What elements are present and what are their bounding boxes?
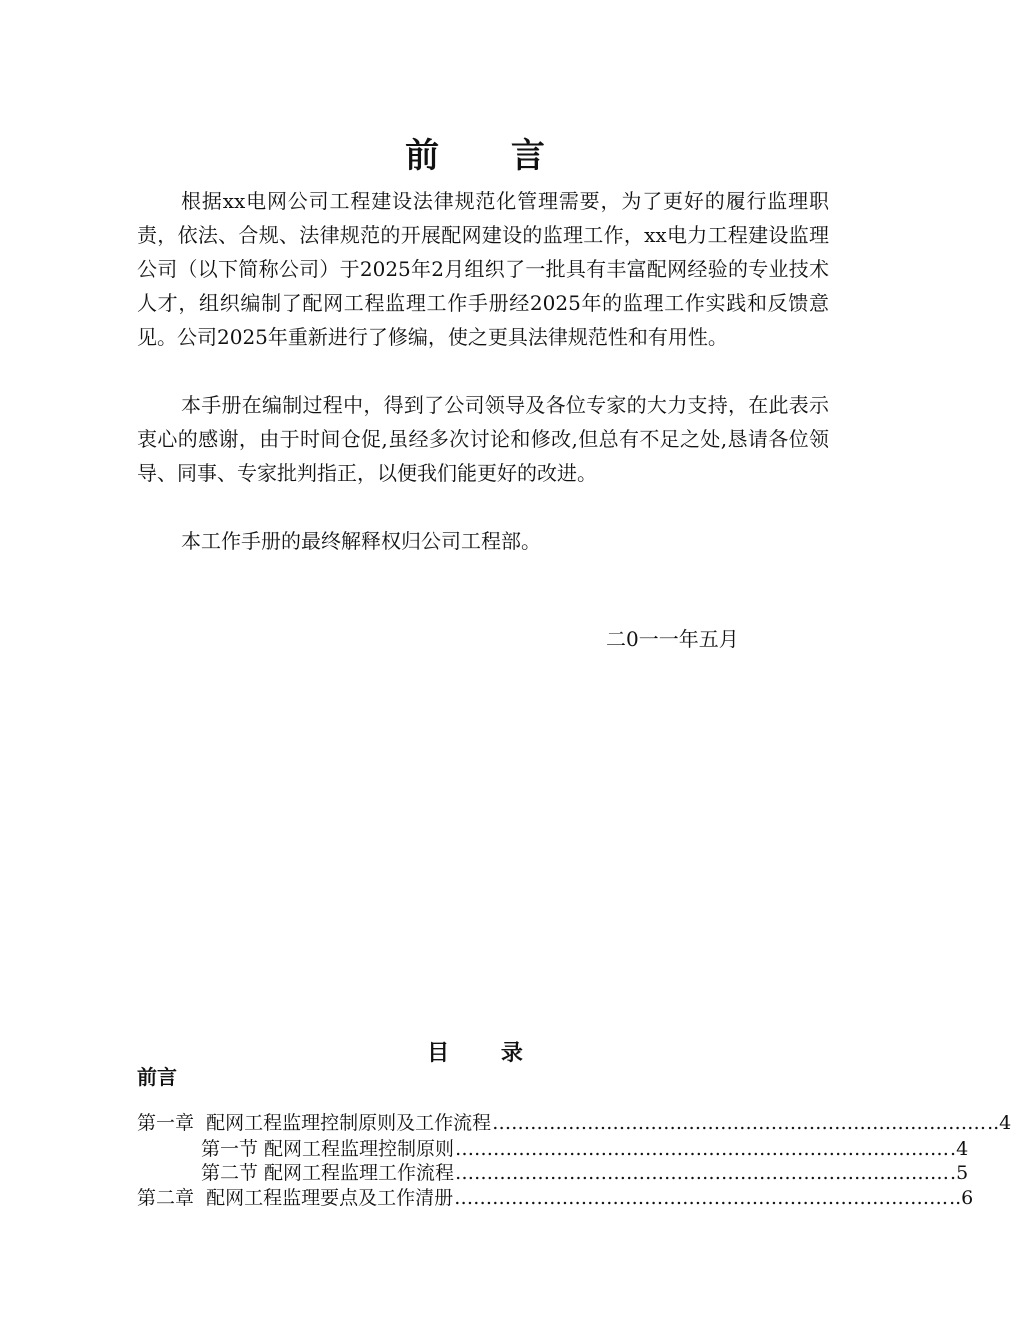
preface-paragraph-3: 本工作手册的最终解释权归公司工程部。 bbox=[181, 529, 541, 553]
preface-paragraph-2: 本手册在编制过程中，得到了公司领导及各位专家的大力支持，在此表示衷心的感谢，由于时间仓促,虽经多次讨论和修改,但总有不足之处,恳请各位领导、同事、专家批判指正，以便我们能更好的改进。 bbox=[137, 393, 829, 485]
toc-entry-page: ..4 bbox=[987, 1112, 1011, 1134]
toc-entry-page: ..6 bbox=[949, 1187, 974, 1209]
toc-title: 目 录 bbox=[427, 1040, 545, 1066]
toc-entry-section-1-1[interactable] bbox=[201, 1136, 969, 1162]
toc-leader-dots: …………………………………………………………………… bbox=[455, 1162, 950, 1184]
preface-date: 二0一一年五月 bbox=[606, 627, 739, 651]
preface-paragraph-1: 根据xx电网公司工程建设法律规范化管理需要，为了更好的履行监理职责，依法、合规、法律规范的开展配网建设的监理工作，xx电力工程建设监理公司（以下简称公司）于2025年2月组织了一批具有丰富配网经验的专业技术人才，组织编制了配网工程监理工作手册经2025年的监理工作实践和反馈意见。公司2025年重新进行了修编，使之更具法律规范性和有用性。 bbox=[137, 189, 829, 349]
toc-leader-dots: …………………………………………………………………… bbox=[454, 1187, 949, 1209]
toc-entry-chapter-1[interactable] bbox=[137, 1110, 1011, 1136]
toc-leader-dots: …………………………………………………………………… bbox=[492, 1112, 987, 1134]
toc-entry-label: 第二节 配网工程监理工作流程 bbox=[201, 1162, 455, 1184]
toc-entry-label: 第二章 配网工程监理要点及工作清册 bbox=[137, 1187, 454, 1209]
preface-title: 前 言 bbox=[405, 136, 575, 176]
toc-entry-section-1-2[interactable] bbox=[201, 1160, 969, 1186]
toc-preface-entry[interactable]: 前言 bbox=[137, 1065, 177, 1089]
toc-entry-chapter-2[interactable] bbox=[137, 1185, 974, 1211]
toc-entry-page: .5 bbox=[950, 1162, 969, 1184]
toc-entry-label: 第一节 配网工程监理控制原则 bbox=[201, 1138, 455, 1160]
toc-entry-label: 第一章 配网工程监理控制原则及工作流程 bbox=[137, 1112, 492, 1134]
toc-leader-dots: …………………………………………………………………… bbox=[455, 1138, 950, 1160]
toc-entry-page: .4 bbox=[950, 1138, 969, 1160]
